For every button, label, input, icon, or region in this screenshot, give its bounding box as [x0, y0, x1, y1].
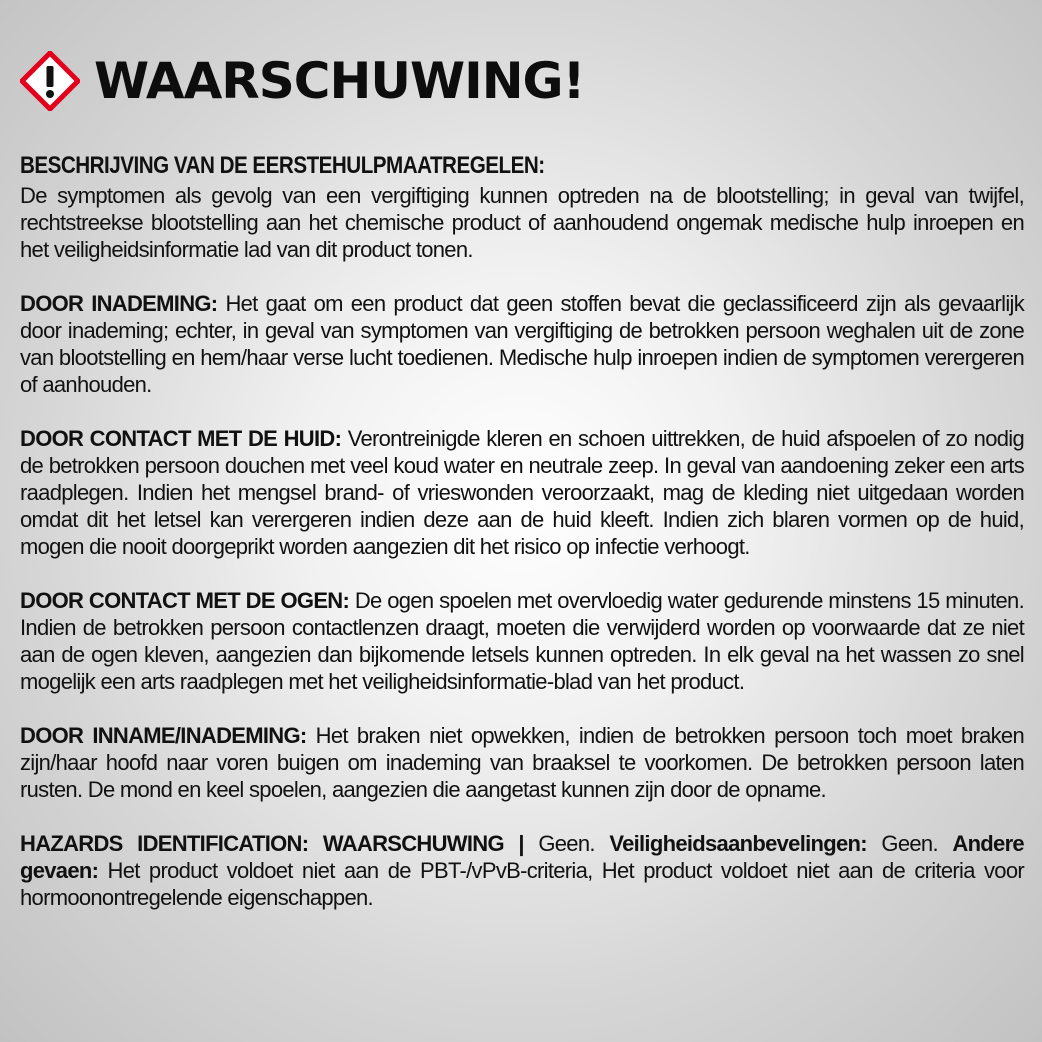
- safety-label: [20, 50, 1024, 938]
- ingestion-label: DOOR INNAME/INADEMING:: [20, 723, 307, 748]
- signal-value: Geen.: [538, 831, 595, 856]
- inhalation-section: [20, 290, 1024, 398]
- eye-contact-text: De ogen spoelen met overvloedig water gedurende minstens 15 minuten. Indien de betrokken persoon contactlenzen draagt, moeten die verwijderd worden op voorwaarde dat ze niet aan de ogen kleven, aangezien dan bijkomende letsels kunnen optreden. In elk geval na het wassen zo snel mogelijk een arts raadplegen met het veiligheidsinformatie-blad van het product.: [20, 588, 1024, 694]
- precautions-value: Geen.: [881, 831, 938, 856]
- precautions-label: Veiligheidsaanbevelingen:: [609, 831, 867, 856]
- eye-contact-section: [20, 587, 1024, 695]
- skin-contact-section: [20, 425, 1024, 560]
- other-hazards-label: Andere gevaen:: [20, 831, 1024, 883]
- inhalation-text: Het gaat om een product dat geen stoffen bevat die geclassificeerd zijn als gevaarlijk door inademing; echter, in geval van symptomen van vergiftiging de betrokken persoon weghalen uit de zone van blootstelling en hem/haar verse lucht toedienen. Medische hulp inroepen indien de symptomen verergeren of aanhouden.: [20, 291, 1025, 397]
- exclamation-hazard-icon: [20, 51, 80, 111]
- ingestion-text: Het braken niet opwekken, indien de betrokken persoon toch moet braken zijn/haar hoofd naar voren buigen om inademing van braaksel te voorkomen. De betrokken persoon laten rusten. De mond en keel spoelen, aangezien die aangetast kunnen zijn door de opname.: [20, 723, 1024, 802]
- warning-title: WAARSCHUWING!: [94, 52, 585, 110]
- hazards-label: HAZARDS IDENTIFICATION: WAARSCHUWING |: [20, 831, 524, 856]
- hazards-section: [20, 830, 1024, 911]
- ingestion-section: [20, 722, 1024, 803]
- intro-text: De symptomen als gevolg van een vergiftiging kunnen optreden na de blootstelling; in geval van twijfel, rechtstreekse blootstelling aan het chemische product of aanhoudend ongemak medische hulp inroepen en het veiligheidsinformatie lad van dit product tonen.: [20, 183, 1024, 262]
- inhalation-label: DOOR INADEMING:: [20, 291, 218, 316]
- skin-contact-text: Verontreinigde kleren en schoen uittrekken, de huid afspoelen of zo nodig de betrokken persoon douchen met veel koud water en neutrale zeep. In geval van aandoening zeker een arts raadplegen. Indien het mengsel brand- of vrieswonden veroorzaakt, mag de kleding niet uitgedaan worden omdat dit het letsel kan verergeren indien deze aan de huid kleeft. Indien zich blaren vormen op de huid, mogen die nooit doorgeprikt worden aangezien dit het risico op infectie verhoogt.: [20, 426, 1024, 559]
- first-aid-heading: BESCHRIJVING VAN DE EERSTEHULPMAATREGELEN:: [20, 152, 545, 179]
- eye-contact-label: DOOR CONTACT MET DE OGEN:: [20, 588, 350, 613]
- warning-header: [20, 50, 1024, 112]
- other-hazards-text: Het product voldoet niet aan de PBT-/vPvB-criteria, Het product voldoet niet aan de criteria voor hormoonontregelende eigenschappen.: [20, 858, 1024, 910]
- first-aid-intro: [20, 182, 1024, 263]
- skin-contact-label: DOOR CONTACT MET DE HUID:: [20, 426, 342, 451]
